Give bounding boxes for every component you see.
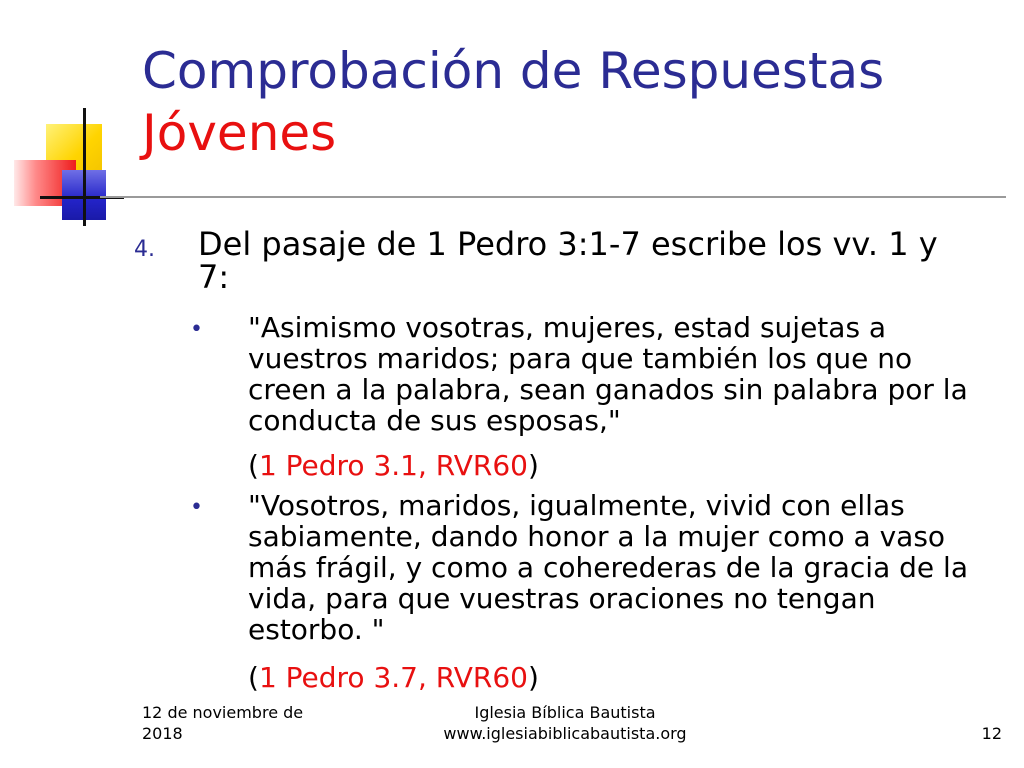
- citation-open: (: [248, 449, 259, 482]
- footer-date: 12 de noviembre de 2018: [142, 703, 304, 743]
- footer-page-number: 12: [981, 724, 1002, 743]
- bullet-marker: •: [190, 317, 203, 342]
- citation-reference: 1 Pedro 3.7, RVR60: [258, 661, 528, 694]
- decor-vertical-line: [83, 108, 86, 226]
- citation-open: (: [248, 661, 259, 694]
- item-text: Del pasaje de 1 Pedro 3:1-7 escribe los vv. 1 y 7:: [198, 225, 938, 296]
- footer-org-name: Iglesia Bíblica Bautista: [474, 703, 656, 722]
- footer-org-url: www.iglesiabiblicabautista.org: [443, 724, 687, 743]
- verse-citation: [248, 662, 539, 693]
- verse-text: "Asimismo vosotras, mujeres, estad sujetas a vuestros maridos; para que también los que no creen a la palabra, sean ganados sin palabra por la conducta de sus esposas,": [248, 311, 968, 437]
- title-divider: [100, 196, 1006, 198]
- title-line-2: Jóvenes: [142, 104, 337, 162]
- verse-citation: [248, 450, 539, 481]
- citation-reference: 1 Pedro 3.1, RVR60: [258, 449, 528, 482]
- footer-organization: [400, 702, 730, 744]
- verse-text: "Vosotros, maridos, igualmente, vivid con ellas sabiamente, dando honor a la mujer como a vaso más frágil, y como a coherederas de la gracia de la vida, para que vuestras oraciones no tengan estorbo. ": [248, 489, 968, 646]
- citation-close: ): [527, 661, 539, 694]
- citation-close: ): [527, 449, 539, 482]
- title-line-1: Comprobación de Respuestas: [142, 42, 885, 100]
- item-number: 4.: [134, 237, 155, 262]
- slide-title: [142, 40, 1002, 164]
- bullet-marker: •: [190, 495, 203, 520]
